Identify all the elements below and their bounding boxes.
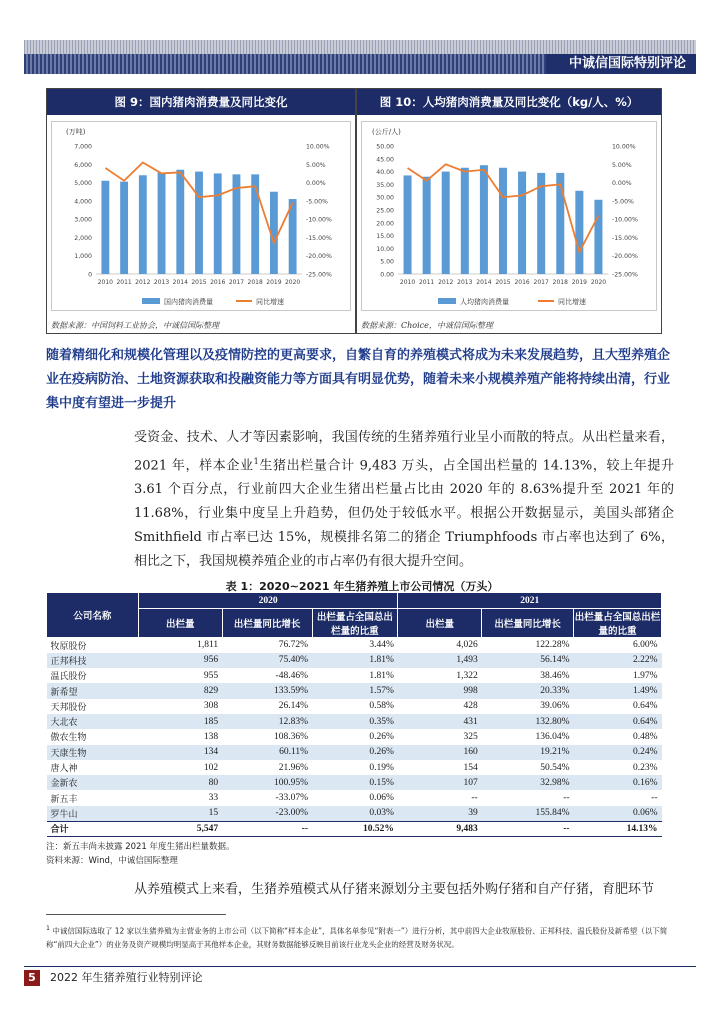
value-cell: 38.46% [540,670,570,681]
y-axis-tick-label: 1,000 [74,253,92,261]
x-axis-tick-label: 2016 [514,279,530,286]
footer-divider [24,966,696,967]
value-cell: 5,547 [138,821,222,836]
value-cell: 102 [203,762,219,773]
figure-10-chart-frame [361,121,657,311]
value-cell: 12.83% [222,714,312,729]
figure-10-source: 数据来源：Choice，中诚信国际整理 [361,321,493,330]
y2-axis-tick-label: 5.00% [306,161,326,169]
value-cell: -48.46% [275,670,308,681]
figure-9-legend-line: 同比增速 [256,298,284,306]
value-cell: 956 [138,653,222,668]
figure-9-source: 数据来源：中国饲料工业协会，中诚信国际整理 [51,321,219,330]
x-axis-tick-label: 2020 [284,279,301,286]
figure-9-title: 图 9：国内猪肉消费量及同比变化 [47,89,355,115]
body-paragraph [134,426,674,574]
value-cell: 0.16% [574,775,662,790]
figure-9-legend-bar: 国内猪肉消费量 [164,298,213,306]
table-title: 表 1：2020~2021 年生猪养殖上市公司情况（万头） [225,580,499,593]
y2-axis-tick-label: -25.00% [306,271,332,279]
y2-axis-tick-label: -5.00% [612,198,634,206]
footnote-ref: 1 [253,457,259,466]
bar [214,173,222,274]
value-cell: 160 [398,745,482,760]
value-cell: 0.06% [574,806,662,821]
header-out-2020: 出栏量 [138,609,222,638]
figure-10-legend-bar-swatch [438,298,456,304]
value-cell: 14.13% [574,821,662,836]
header-year-2020: 2020 [138,593,398,609]
x-axis-tick-label: 2014 [172,279,188,286]
x-axis-tick-label: 2015 [191,279,207,286]
table-row [47,745,662,760]
value-cell: 76.72% [278,640,308,651]
y-axis-tick-label: 30.00 [376,194,394,202]
footnote-text: 中诚信国际选取了 12 家以生猪养殖为主营业务的上市公司（以下简称“样本企业”，具体名单参见“附表一”）进行分析，其中前四大企业牧原股份、正邦科技、温氏股份及新希望（以下简称“前四大企业”）的业务及资产规模均明显高于其他样本企业，其财务数据能够反映目前该行业龙头企业的经营及财务状况。 [46,926,668,949]
x-axis-tick-label: 2013 [153,279,170,286]
company-name-cell: 新希望 [47,683,139,698]
value-cell: 100.95% [222,775,312,790]
table-row [47,638,662,653]
bar [518,172,526,274]
x-axis-tick-label: 2020 [590,279,607,286]
footer-title: 2022 年生猪养殖行业特别评论 [50,971,203,984]
bar [101,181,109,274]
x-axis-tick-label: 2011 [116,279,132,286]
value-cell: 1,811 [197,640,219,651]
value-cell: 0.35% [312,714,398,729]
value-cell: 1.49% [574,683,662,698]
bar [195,172,203,274]
bar [442,172,450,274]
x-axis-tick-label: 2014 [476,279,492,286]
x-axis-tick-label: 2017 [533,279,549,286]
table-total-row [47,821,662,836]
value-cell: 39 [398,806,482,821]
bar [575,191,583,274]
table-row [47,668,662,683]
value-cell: 998 [398,683,482,698]
y-axis-tick-label: 10.00 [376,245,394,253]
y-axis-tick-label: 5.00 [380,258,394,266]
value-cell: 0.26% [312,745,398,760]
y-axis-tick-label: 45.00 [376,156,394,164]
value-cell: 26.14% [278,701,308,712]
x-axis-tick-label: 2018 [552,279,568,286]
value-cell: -- [222,821,312,836]
figure-9-chart [52,122,352,312]
value-cell: 154 [463,762,478,773]
value-cell: 2.22% [574,653,662,668]
value-cell: 829 [138,683,222,698]
value-cell: 0.64% [632,701,658,712]
value-cell: -- [482,821,574,836]
x-axis-tick-label: 2010 [399,279,416,286]
figure-10-chart [362,122,658,312]
table-row [47,683,662,698]
value-cell: 132.80% [482,714,574,729]
table-source: 资料来源：Wind，中诚信国际整理 [46,856,178,866]
y-axis-tick-label: 0.00 [380,271,394,279]
y-axis-tick-label: 4,000 [74,198,92,206]
y-axis-tick-label: 5,000 [74,180,92,188]
value-cell: 1,322 [456,670,478,681]
bar [139,175,147,274]
table-row [47,790,662,805]
y2-axis-tick-label: -10.00% [612,216,638,224]
value-cell: -- [651,793,658,804]
y2-axis-tick-label: -10.00% [306,216,332,224]
y-axis-tick-label: 3,000 [74,216,92,224]
table-row [47,714,662,729]
body-paragraph-part1: 受资金、技术、人才等因素影响，我国传统的生猪养殖行业呈小而散的特点。从出栏量来看，2021 年，样本企业 [134,430,674,474]
y-axis-tick-label: 6,000 [74,161,92,169]
table-row [47,806,662,821]
value-cell: 133.59% [222,683,312,698]
x-axis-tick-label: 2013 [457,279,473,286]
value-cell: 428 [463,701,478,712]
paragraph-2: 从养殖模式上来看，生猪养殖模式从仔猪来源划分主要包括外购仔猪和自产仔猪，育肥环节 [134,882,655,897]
header-year-2021: 2021 [398,593,662,609]
bar [404,175,412,274]
company-name-cell: 正邦科技 [47,653,139,668]
x-axis-tick-label: 2016 [210,279,226,286]
value-cell: 10.52% [312,821,398,836]
value-cell: 9,483 [398,821,482,836]
figure-9-panel [46,88,356,334]
company-name-cell: 牧原股份 [50,641,87,652]
bar [461,168,469,274]
value-cell: 0.15% [312,775,398,790]
value-cell: 1.57% [312,683,398,698]
y-axis-tick-label: 0 [88,271,92,279]
figure-9-chart-frame [51,121,351,311]
company-table [46,592,662,837]
y2-axis-tick-label: -20.00% [612,253,638,261]
bar [480,165,488,274]
footnote [46,922,676,951]
y-axis-tick-label: 50.00 [376,143,394,151]
y-axis-tick-label: 25.00 [376,207,394,215]
y2-axis-tick-label: 10.00% [306,143,330,151]
bar [556,173,564,274]
value-cell: 325 [463,731,478,742]
company-name-cell: 唐人神 [50,764,78,775]
y-axis-tick-label: 7,000 [74,143,92,151]
value-cell: 955 [203,670,219,681]
value-cell: 122.28% [535,640,570,651]
header-band [24,40,696,74]
x-axis-tick-label: 2018 [247,279,263,286]
value-cell: -33.07% [275,793,308,804]
value-cell: 4,026 [456,640,478,651]
header-brand: 中诚信国际特别评论 [546,54,696,74]
y-axis-tick-label: 35.00 [376,181,394,189]
y2-axis-tick-label: -15.00% [306,234,332,242]
value-cell: 155.84% [482,806,574,821]
y2-axis-tick-label: 0.00% [306,180,326,188]
company-name-cell: 天康生物 [47,745,139,760]
value-cell: 80 [138,775,222,790]
table-note: 注：新五丰尚未披露 2021 年度生猪出栏量数据。 [46,842,235,852]
value-cell: 138 [203,731,219,742]
value-cell: 0.64% [574,714,662,729]
value-cell: 431 [398,714,482,729]
value-cell: 32.98% [482,775,574,790]
value-cell: -- [563,793,570,804]
table-row [47,653,662,668]
company-name-cell: 合计 [47,821,139,836]
value-cell: 21.96% [278,762,308,773]
x-axis-tick-label: 2011 [418,279,435,286]
company-name-cell: 罗牛山 [47,806,139,821]
figure-10-legend-bar: 人均猪肉消费量 [460,298,509,306]
table-row [47,775,662,790]
figure-10-title: 图 10：人均猪肉消费量及同比变化（kg/人、%） [357,89,661,115]
x-axis-tick-label: 2019 [266,279,282,286]
value-cell: 308 [203,701,219,712]
y2-axis-tick-label: -15.00% [612,234,638,242]
value-cell: 33 [208,793,219,804]
company-name-cell: 傲农生物 [50,733,87,744]
x-axis-tick-label: 2019 [571,279,588,286]
table-row [47,699,662,714]
value-cell: 1.81% [312,653,398,668]
table-row [47,729,662,744]
value-cell: 60.11% [222,745,312,760]
value-cell: 136.04% [535,731,570,742]
figure-10-legend-line: 同比增速 [558,298,586,306]
x-axis-tick-label: 2012 [135,279,151,286]
lead-paragraph: 随着精细化和规模化管理以及疫情防控的更高要求，自繁自育的养殖模式将成为未来发展趋势，且大型养殖企业在疫病防治、土地资源获取和投融资能力等方面具有明显优势，随着未来小规模养殖产能将持续出清，行业集中度有望进一步提升 [46,348,671,411]
header-company: 公司名称 [47,593,139,638]
value-cell: 107 [398,775,482,790]
header-share-2020: 出栏量占全国总出栏量的比重 [312,609,398,638]
value-cell: 1.81% [369,670,394,681]
company-name-cell: 大北农 [47,714,139,729]
value-cell: 0.26% [369,731,394,742]
figure-9-unit-label: (万吨) [66,128,86,136]
value-cell: 1.97% [632,670,658,681]
value-cell: 0.19% [369,762,394,773]
bar [251,174,259,274]
page-number: 5 [24,970,40,986]
figure-9-legend-bar-swatch [142,298,160,304]
y2-axis-tick-label: -5.00% [306,198,328,206]
bar [423,177,431,274]
value-cell: 19.21% [482,745,574,760]
value-cell: 0.58% [369,701,394,712]
company-name-cell: 新五丰 [50,794,78,805]
company-name-cell: 温氏股份 [50,672,87,683]
header-yoy-2020: 出栏量同比增长 [222,609,312,638]
value-cell: 0.48% [632,731,658,742]
y2-axis-tick-label: 10.00% [612,143,636,151]
value-cell: 0.06% [369,793,394,804]
value-cell: -23.00% [222,806,312,821]
x-axis-tick-label: 2017 [228,279,245,286]
y2-axis-tick-label: -20.00% [306,253,332,261]
value-cell: 75.40% [222,653,312,668]
table-body [47,638,662,837]
figure-10-panel [356,88,662,334]
y2-axis-tick-label: 5.00% [612,161,632,169]
company-name-cell: 天邦股份 [50,702,87,713]
value-cell: 39.06% [540,701,570,712]
footnote-divider [46,914,226,915]
y-axis-tick-label: 20.00 [376,220,394,228]
y-axis-tick-label: 2,000 [74,234,92,242]
bar [594,200,602,274]
bar [499,168,507,274]
value-cell: 1,493 [398,653,482,668]
value-cell: -- [471,793,478,804]
value-cell: 15 [138,806,222,821]
value-cell: 0.24% [574,745,662,760]
value-cell: 20.33% [482,683,574,698]
header-share-2021: 出栏量占全国总出栏量的比重 [574,609,662,638]
value-cell: 0.03% [312,806,398,821]
table-row [47,760,662,775]
figure-10-unit-label: (公斤/人) [372,128,401,136]
header-out-2021: 出栏量 [398,609,482,638]
company-name-cell: 金新农 [47,775,139,790]
y2-axis-tick-label: -25.00% [612,271,638,279]
bar [176,170,184,274]
value-cell: 134 [138,745,222,760]
x-axis-tick-label: 2010 [97,279,114,286]
value-cell: 3.44% [369,640,394,651]
bar [158,173,166,274]
value-cell: 50.54% [540,762,570,773]
y2-axis-tick-label: 0.00% [612,180,632,188]
value-cell: 56.14% [482,653,574,668]
y-axis-tick-label: 40.00 [376,169,394,177]
footnote-number: 1 [46,925,50,932]
x-axis-tick-label: 2012 [438,279,454,286]
x-axis-tick-label: 2015 [495,279,511,286]
value-cell: 0.23% [632,762,658,773]
value-cell: 185 [138,714,222,729]
bar [120,182,128,274]
header-yoy-2021: 出栏量同比增长 [482,609,574,638]
body-paragraph-part2: 生猪出栏量合计 9,483 万头，占全国出栏量的 14.13%，较上年提升 3.61 个百分点，行业前四大企业生猪出栏量占比由 2020 年的 8.63%提升至 2021 年的 11.68%，行业集中度呈上升趋势，但仍处于较低水平。根据公开数据显示，美国头部猪企 Smithfield 市占率已达 15%，规模排名第二的猪企 Triumphfoods 市占率也达到了 6%，相比之下，我国规模养殖企业的市占率仍有很大提升空间。 [134,458,675,570]
value-cell: 6.00% [632,640,658,651]
y-axis-tick-label: 15.00 [376,233,394,241]
value-cell: 108.36% [273,731,308,742]
